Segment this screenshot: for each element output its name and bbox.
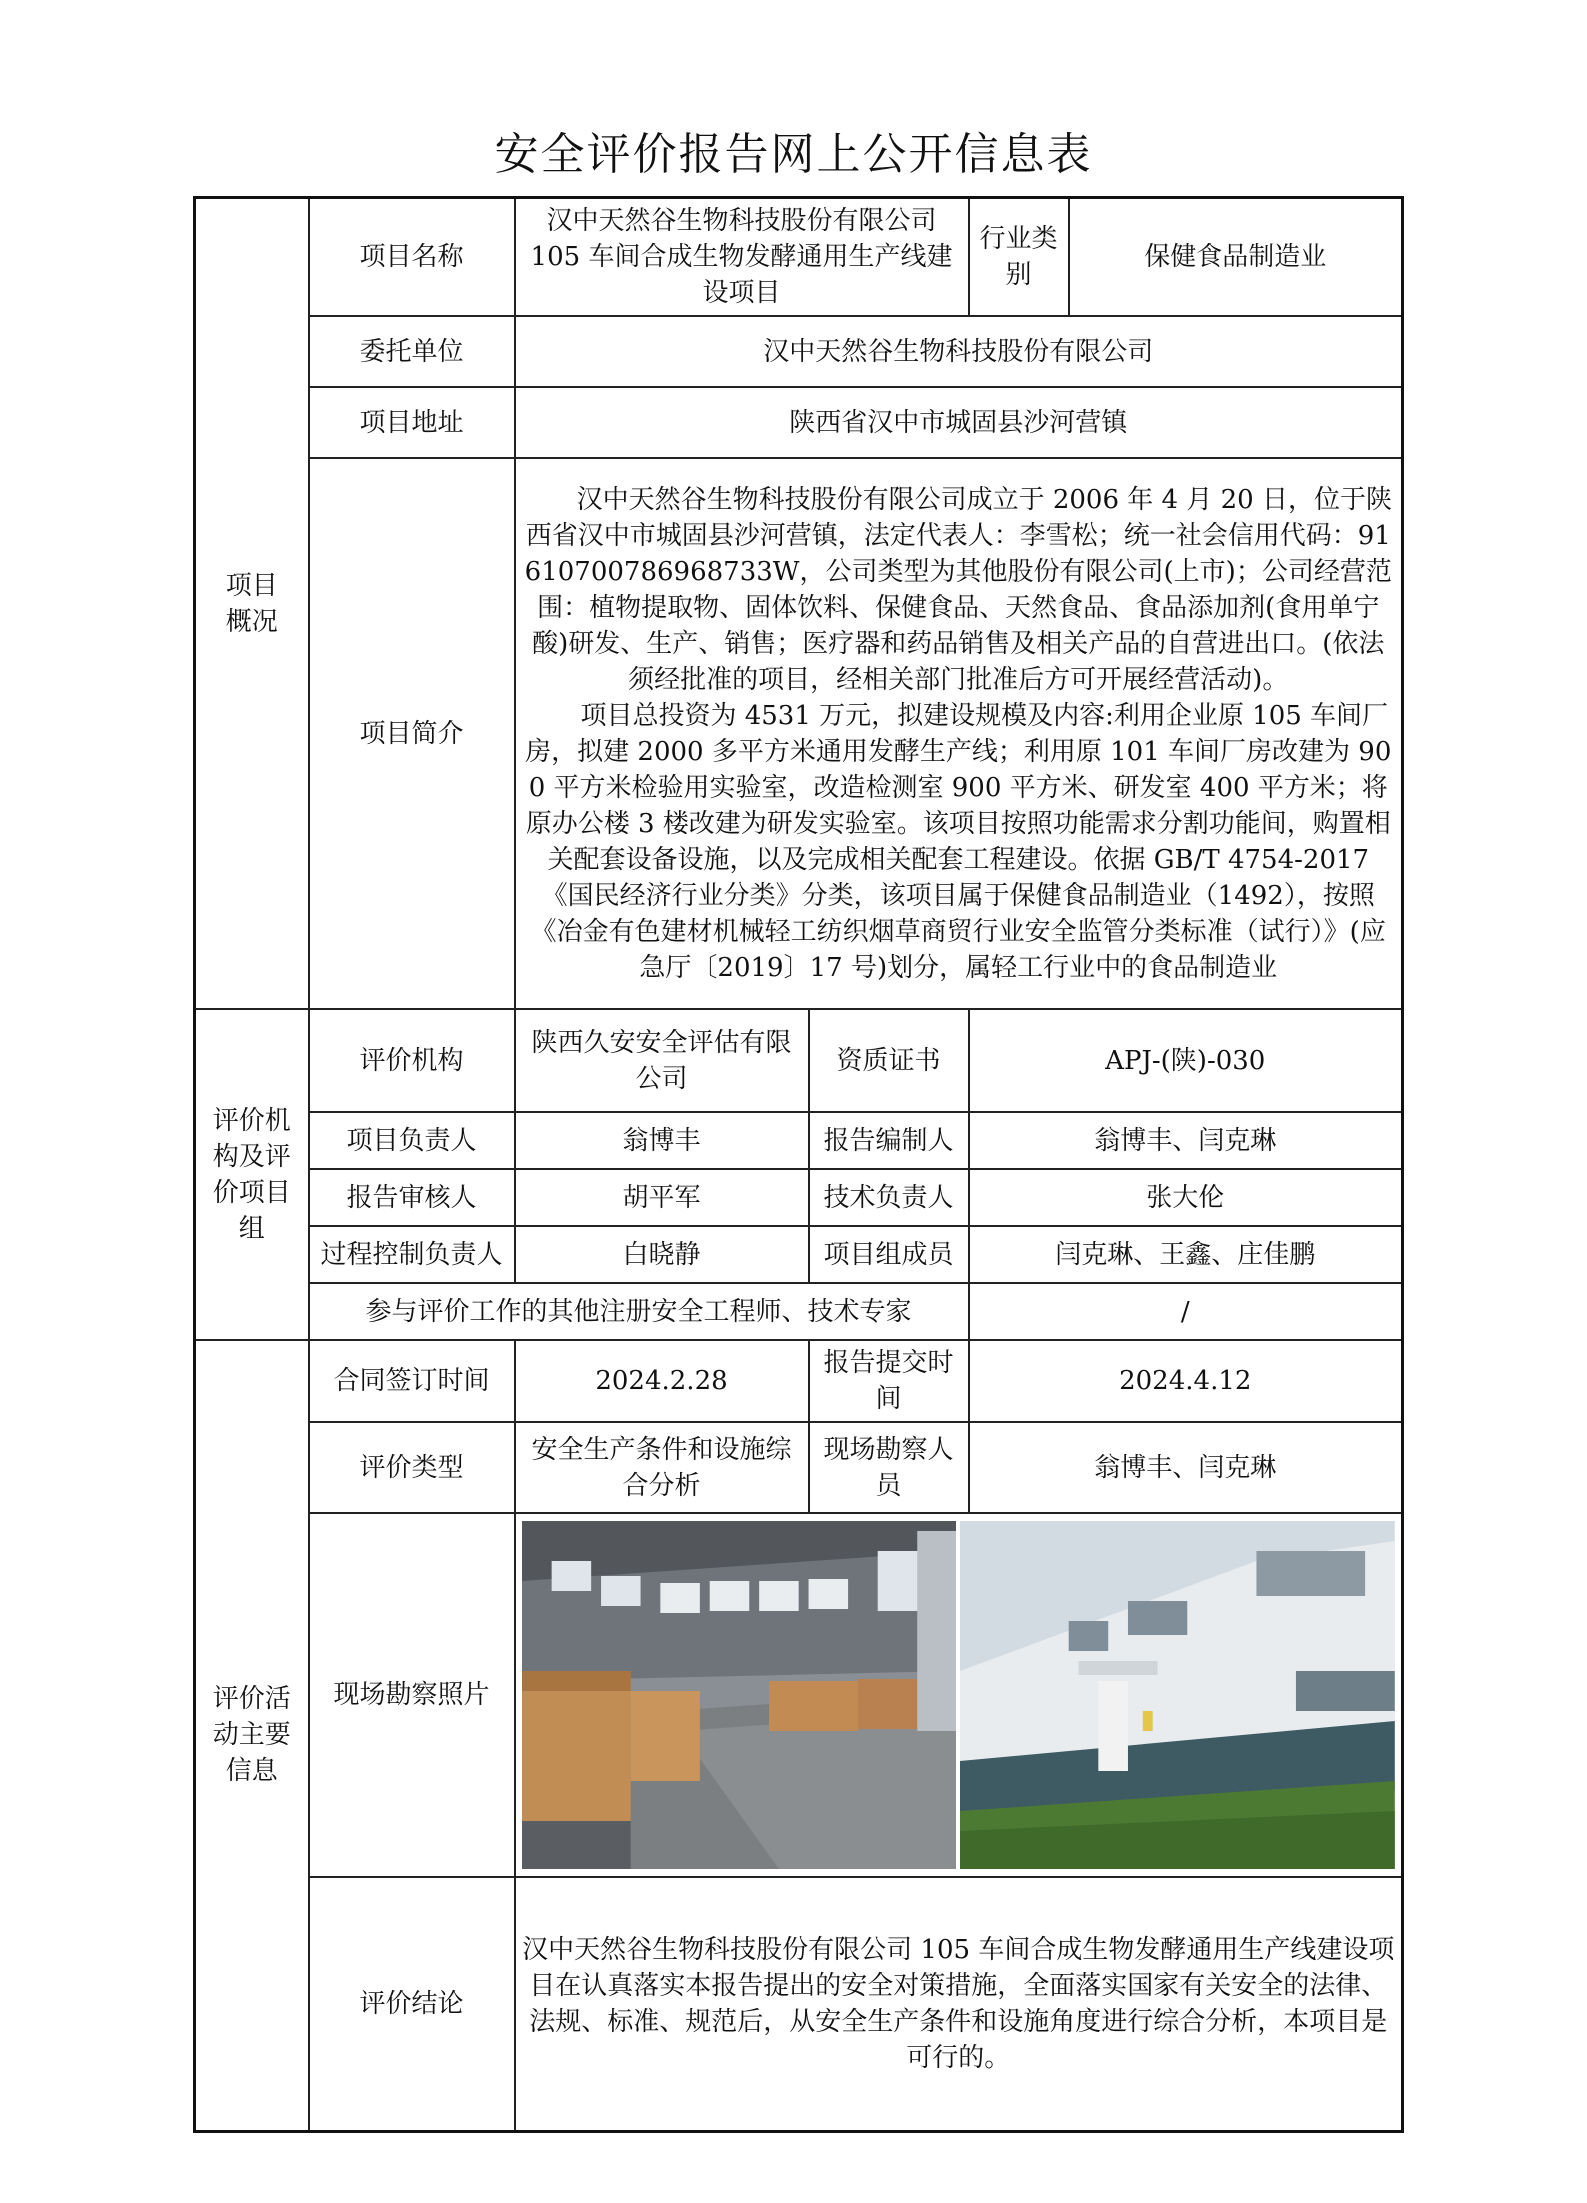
submit-label: 报告提交时间: [809, 1340, 969, 1422]
site-photo-building: [960, 1521, 1395, 1869]
type-value: 安全生产条件和设施综合分析: [515, 1422, 809, 1513]
org-label: 评价机构: [309, 1009, 515, 1112]
address-value: 陕西省汉中市城固县沙河营镇: [515, 387, 1403, 458]
writer-label: 报告编制人: [809, 1112, 969, 1169]
others-value: /: [969, 1283, 1403, 1340]
category-activity: 评价活 动主要 信息: [195, 1340, 309, 2131]
project-name-label: 项目名称: [309, 198, 515, 317]
intro-paragraph-1: 汉中天然谷生物科技股份有限公司成立于 2006 年 4 月 20 日，位于陕西省汉中市城固县沙河营镇，法定代表人：李雪松；统一社会信用代码：91610700786968733W，公司类型为其他股份有限公司(上市)；公司经营范围：植物提取物、固体饮料、保健食品、天然食品、食品添加剂(食用单宁酸)研发、生产、销售；医疗器和药品销售及相关产品的自营进出口。(依法须经批准的项目，经相关部门批准后方可开展经营活动)。: [524, 484, 1392, 695]
submit-value: 2024.4.12: [969, 1340, 1403, 1422]
leader-value: 翁博丰: [515, 1112, 809, 1169]
page-title: 安全评价报告网上公开信息表: [494, 129, 1093, 180]
cert-value: APJ-(陕)-030: [969, 1009, 1403, 1112]
process-label: 过程控制负责人: [309, 1226, 515, 1283]
industry-label: 行业类别: [969, 198, 1069, 317]
conclusion-value: 汉中天然谷生物科技股份有限公司 105 车间合成生物发酵通用生产线建设项目在认真落实本报告提出的安全对策措施，全面落实国家有关安全的法律、法规、标准、规范后，从安全生产条件和设施角度进行综合分析，本项目是可行的。: [515, 1877, 1403, 2131]
cert-label: 资质证书: [809, 1009, 969, 1112]
surveyors-value: 翁博丰、闫克琳: [969, 1422, 1403, 1513]
tech-value: 张大伦: [969, 1169, 1403, 1226]
contract-value: 2024.2.28: [515, 1340, 809, 1422]
reviewer-value: 胡平军: [515, 1169, 809, 1226]
photos-label: 现场勘察照片: [309, 1513, 515, 1877]
members-label: 项目组成员: [809, 1226, 969, 1283]
site-photo-warehouse: [522, 1521, 957, 1869]
conclusion-label: 评价结论: [309, 1877, 515, 2131]
intro-label: 项目简介: [309, 458, 515, 1009]
others-label: 参与评价工作的其他注册安全工程师、技术专家: [309, 1283, 969, 1340]
category-overview: 项目 概况: [195, 198, 309, 1010]
reviewer-label: 报告审核人: [309, 1169, 515, 1226]
surveyors-label: 现场勘察人员: [809, 1422, 969, 1513]
tech-label: 技术负责人: [809, 1169, 969, 1226]
project-intro: [515, 458, 1403, 1009]
contract-label: 合同签订时间: [309, 1340, 515, 1422]
industry-value: 保健食品制造业: [1069, 198, 1403, 317]
info-table: [193, 196, 1404, 2133]
address-label: 项目地址: [309, 387, 515, 458]
members-value: 闫克琳、王鑫、庄佳鹏: [969, 1226, 1403, 1283]
type-label: 评价类型: [309, 1422, 515, 1513]
leader-label: 项目负责人: [309, 1112, 515, 1169]
client-value: 汉中天然谷生物科技股份有限公司: [515, 316, 1403, 387]
project-name-value: 汉中天然谷生物科技股份有限公司 105 车间合成生物发酵通用生产线建设项目: [515, 198, 969, 317]
client-label: 委托单位: [309, 316, 515, 387]
category-team: 评价机 构及评 价项目 组: [195, 1009, 309, 1340]
intro-paragraph-2: 项目总投资为 4531 万元，拟建设规模及内容:利用企业原 105 车间厂房，拟建 2000 多平方米通用发酵生产线；利用原 101 车间厂房改建为 900 平方米检验用实验室，改造检测室 900 平方米、研发室 400 平方米；将原办公楼 3 楼改建为研发实验室。该项目按照功能需求分割功能间，购置相关配套设备设施，以及完成相关配套工程建设。依据 GB/T 4754-2017《国民经济行业分类》分类，该项目属于保健食品制造业（1492），按照《冶金有色建材机械轻工纺织烟草商贸行业安全监管分类标准（试行）》(应急厅〔2019〕17 号)划分，属轻工行业中的食品制造业: [525, 700, 1392, 983]
org-value: 陕西久安安全评估有限公司: [515, 1009, 809, 1112]
site-photos: [515, 1513, 1403, 1877]
process-value: 白晓静: [515, 1226, 809, 1283]
writer-value: 翁博丰、闫克琳: [969, 1112, 1403, 1169]
